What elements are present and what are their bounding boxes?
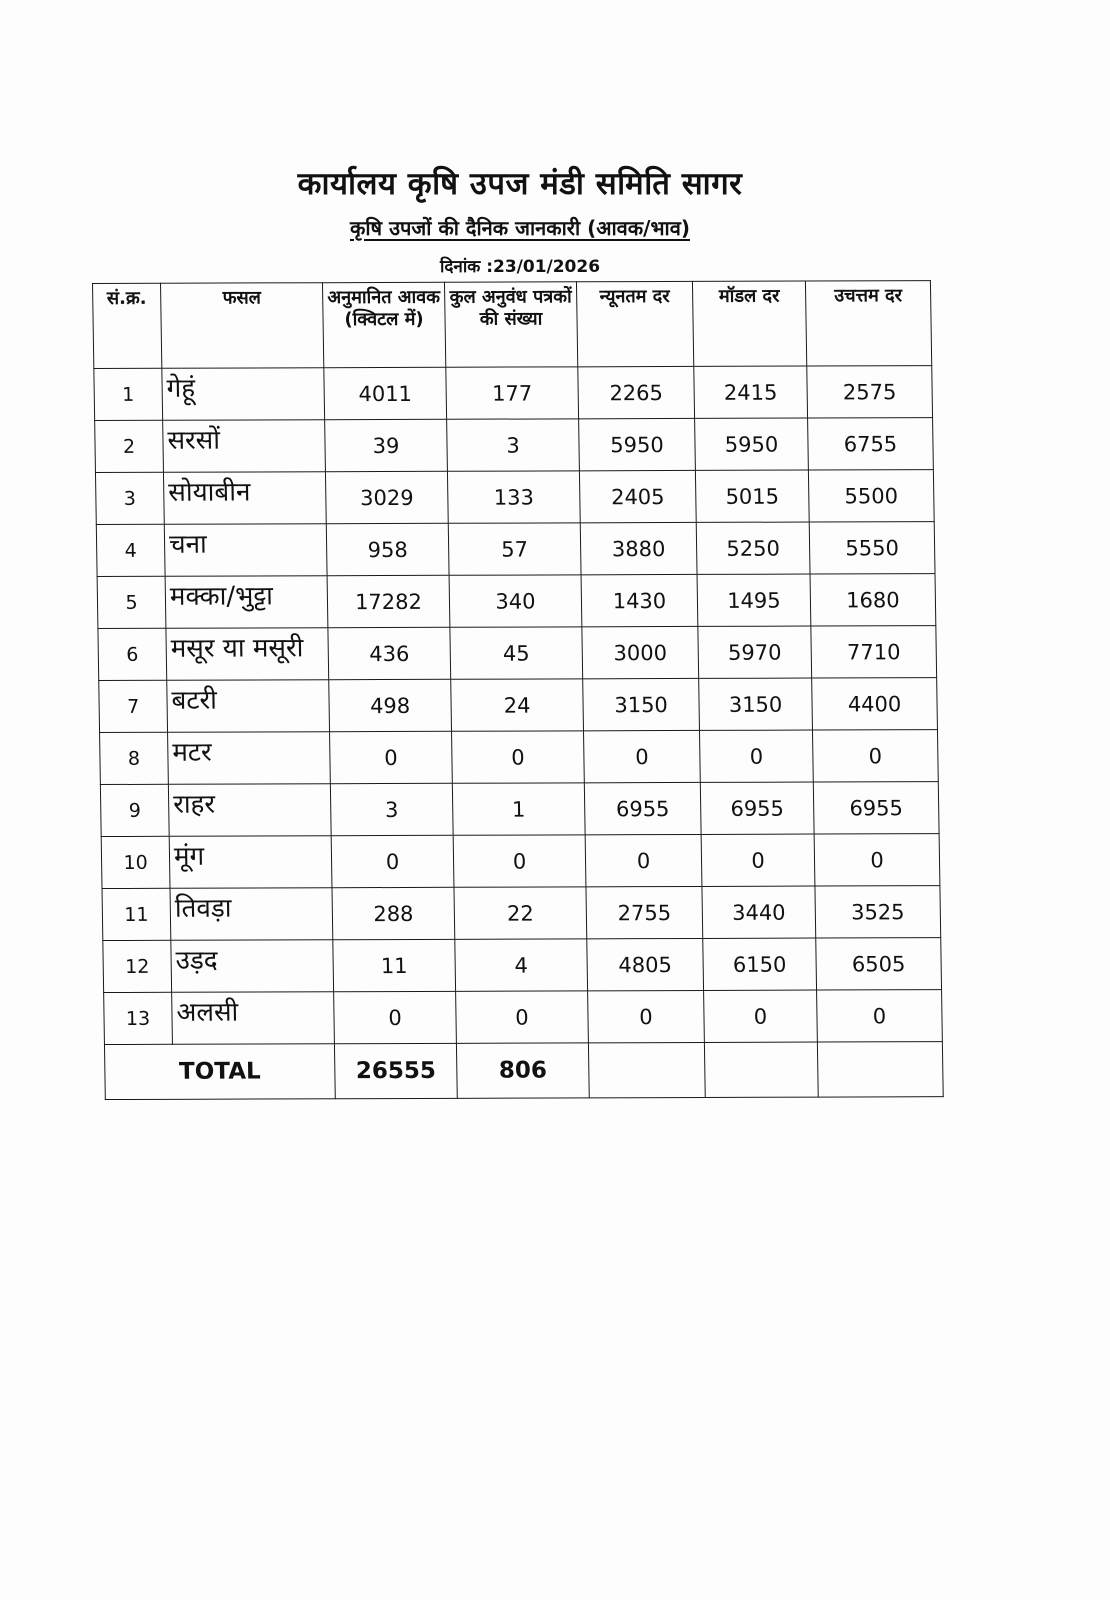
cell-max-rate: 6955	[813, 782, 939, 834]
cell-sn: 6	[98, 628, 167, 680]
cell-min-rate: 0	[588, 990, 705, 1042]
table-row	[102, 886, 941, 941]
table-row	[103, 938, 942, 993]
cell-sn: 2	[95, 420, 164, 472]
total-arrival: 26555	[334, 1043, 457, 1098]
total-min-rate-empty	[588, 1042, 705, 1097]
cell-min-rate: 4805	[587, 938, 704, 990]
cell-min-rate: 0	[584, 730, 701, 782]
column-header-crop: फसल	[160, 283, 323, 369]
table-row	[97, 574, 936, 629]
cell-crop: तिवड़ा	[170, 888, 333, 941]
cell-min-rate: 0	[585, 834, 702, 886]
table-row	[94, 366, 933, 421]
cell-sn: 4	[96, 524, 165, 576]
cell-max-rate: 2575	[807, 366, 933, 418]
cell-max-rate: 3525	[815, 886, 941, 938]
cell-sn: 13	[104, 992, 173, 1044]
cell-contracts: 3	[447, 419, 580, 471]
cell-arrival: 11	[333, 939, 456, 991]
cell-arrival: 3029	[325, 471, 448, 523]
cell-contracts: 0	[456, 991, 589, 1043]
cell-sn: 7	[99, 680, 168, 732]
cell-crop: गेहूं	[162, 368, 325, 421]
cell-arrival: 498	[329, 679, 452, 731]
table-row	[101, 834, 940, 889]
cell-arrival: 0	[334, 991, 457, 1043]
cell-crop: मक्का/भुट्टा	[165, 576, 328, 629]
mandi-rates-table-wrapper	[92, 280, 943, 1100]
table-row	[96, 522, 935, 577]
mandi-rates-table	[92, 280, 944, 1100]
cell-min-rate: 2265	[578, 366, 695, 418]
table-row	[95, 418, 934, 473]
cell-arrival: 0	[330, 731, 453, 783]
cell-max-rate: 1680	[810, 574, 936, 626]
cell-contracts: 340	[449, 575, 582, 627]
column-header-sn: सं.क्र.	[93, 283, 162, 368]
cell-crop: मटर	[168, 732, 331, 785]
cell-modal-rate: 6150	[703, 938, 817, 990]
cell-contracts: 45	[450, 627, 583, 679]
cell-min-rate: 6955	[584, 782, 701, 834]
cell-modal-rate: 0	[704, 990, 818, 1042]
column-header-contracts: कुल अनुवंध पत्रकों की संख्या	[444, 282, 577, 367]
cell-sn: 10	[101, 836, 170, 888]
cell-min-rate: 5950	[579, 418, 696, 470]
cell-crop: मूंग	[169, 836, 332, 889]
cell-max-rate: 6505	[816, 938, 942, 990]
cell-crop: अलसी	[172, 992, 335, 1045]
cell-max-rate: 4400	[812, 678, 938, 730]
cell-contracts: 177	[446, 367, 579, 419]
cell-min-rate: 2755	[586, 886, 703, 938]
cell-arrival: 0	[331, 835, 454, 887]
cell-modal-rate: 3440	[702, 886, 816, 938]
cell-contracts: 1	[452, 783, 585, 835]
table-body	[94, 366, 943, 1100]
table-row	[98, 626, 937, 681]
cell-sn: 1	[94, 368, 163, 420]
cell-sn: 11	[102, 888, 171, 940]
cell-contracts: 0	[453, 835, 586, 887]
cell-contracts: 57	[448, 523, 581, 575]
table-row	[100, 730, 939, 785]
cell-modal-rate: 0	[701, 834, 815, 886]
column-header-max-rate: उचत्तम दर	[805, 281, 931, 366]
cell-max-rate: 0	[814, 834, 940, 886]
cell-arrival: 3	[330, 783, 453, 835]
cell-max-rate: 7710	[811, 626, 937, 678]
cell-arrival: 17282	[327, 575, 450, 627]
cell-crop: मसूर या मसूरी	[166, 628, 329, 681]
cell-min-rate: 3000	[582, 626, 699, 678]
cell-min-rate: 1430	[581, 574, 698, 626]
cell-modal-rate: 0	[699, 730, 813, 782]
column-header-min-rate: न्यूनतम दर	[576, 281, 693, 366]
cell-sn: 12	[103, 940, 172, 992]
cell-modal-rate: 3150	[699, 678, 813, 730]
cell-arrival: 288	[332, 887, 455, 939]
cell-arrival: 4011	[324, 367, 447, 419]
cell-crop: सोयाबीन	[163, 472, 326, 525]
column-header-modal-rate: मॉडल दर	[692, 281, 806, 366]
cell-max-rate: 0	[812, 730, 938, 782]
cell-arrival: 39	[325, 419, 448, 471]
cell-contracts: 0	[452, 731, 585, 783]
cell-modal-rate: 5970	[698, 626, 812, 678]
cell-max-rate: 6755	[808, 418, 934, 470]
cell-sn: 9	[100, 784, 169, 836]
report-subtitle-text: कृषि उपजों की दैनिक जानकारी (आवक/भाव)	[350, 216, 690, 240]
total-row	[104, 1042, 943, 1100]
cell-modal-rate: 5250	[696, 522, 810, 574]
total-contracts: 806	[456, 1043, 589, 1098]
total-label: TOTAL	[104, 1044, 335, 1100]
cell-min-rate: 3880	[580, 522, 697, 574]
cell-sn: 3	[95, 472, 164, 524]
cell-contracts: 22	[454, 887, 587, 939]
cell-contracts: 24	[451, 679, 584, 731]
cell-modal-rate: 5015	[695, 470, 809, 522]
cell-modal-rate: 2415	[694, 366, 808, 418]
cell-crop: चना	[164, 524, 327, 577]
cell-contracts: 4	[455, 939, 588, 991]
column-header-arrival: अनुमानित आवक (क्विटल में)	[322, 282, 445, 367]
cell-max-rate: 0	[817, 990, 943, 1042]
cell-min-rate: 3150	[583, 678, 700, 730]
cell-modal-rate: 1495	[697, 574, 811, 626]
table-row	[99, 678, 938, 733]
cell-arrival: 436	[328, 627, 451, 679]
cell-sn: 5	[97, 576, 166, 628]
cell-min-rate: 2405	[579, 470, 696, 522]
cell-crop: सरसों	[163, 420, 326, 473]
cell-max-rate: 5500	[808, 470, 934, 522]
table-header-row	[93, 281, 932, 369]
cell-arrival: 958	[326, 523, 449, 575]
total-modal-rate-empty	[704, 1042, 818, 1097]
cell-modal-rate: 5950	[695, 418, 809, 470]
cell-crop: राहर	[168, 784, 331, 837]
report-date: दिनांक :23/01/2026	[439, 257, 601, 277]
cell-max-rate: 5550	[809, 522, 935, 574]
cell-modal-rate: 6955	[700, 782, 814, 834]
office-title: कार्यालय कृषि उपज मंडी समिति सागर	[297, 166, 743, 202]
cell-contracts: 133	[447, 471, 580, 523]
report-subtitle	[0, 214, 1040, 241]
table-row	[104, 990, 943, 1045]
total-max-rate-empty	[817, 1042, 943, 1097]
table-row	[100, 782, 939, 837]
cell-crop: उड़द	[171, 940, 334, 993]
cell-sn: 8	[100, 732, 169, 784]
cell-crop: बटरी	[167, 680, 330, 733]
table-row	[95, 470, 934, 525]
